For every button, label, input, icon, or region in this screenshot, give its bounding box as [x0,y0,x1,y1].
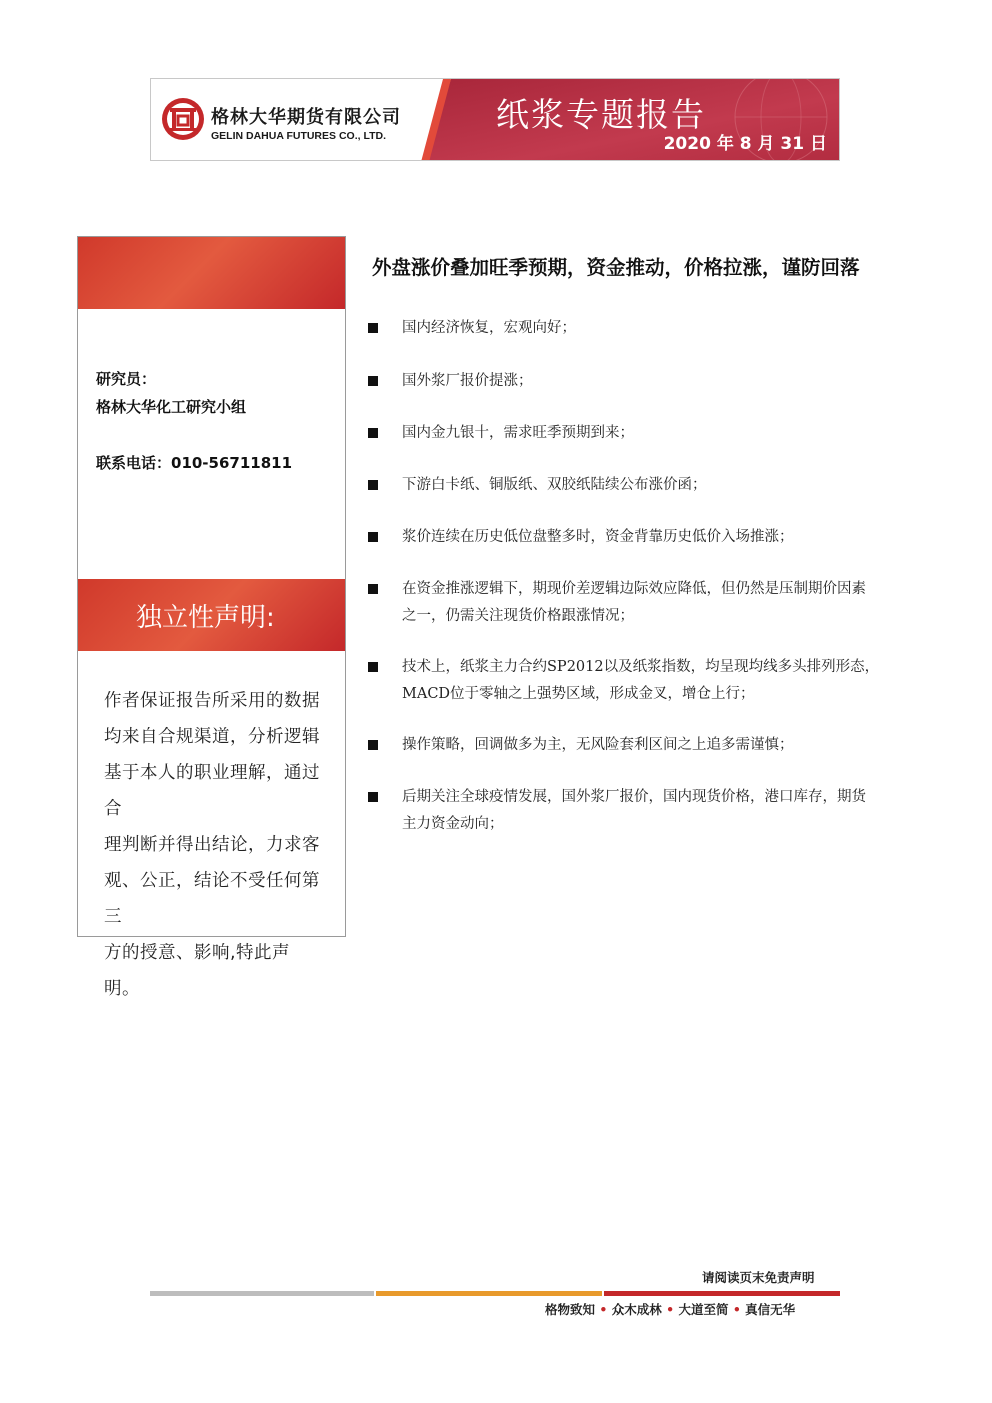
list-item-text: 国内经济恢复，宏观向好； [402,320,576,336]
statement-header [78,579,345,651]
slogan-item: 大道至简 [678,1302,729,1317]
square-bullet-icon [368,792,378,802]
footer-slogan [545,1300,795,1318]
statement-text [104,683,326,1007]
company-name-cn: 格林大华期货有限公司 [211,107,401,128]
statement-line: 方的授意、影响,特此声明。 [104,943,291,999]
list-item-text: 主力资金动向； [402,816,504,832]
list-item-text: 在资金推涨逻辑下，期现价差逻辑边际效应降低，但仍然是压制期价因素 [402,581,866,597]
list-item-text: 国内金九银十，需求旺季预期到来； [402,425,634,441]
footer-bar-red [604,1291,840,1296]
disclaimer-note: 请阅读页末免责声明 [702,1270,815,1285]
square-bullet-icon [368,740,378,750]
square-bullet-icon [368,532,378,542]
analyst-team: 格林大华化工研究小组 [96,398,247,416]
list-item-text: 下游白卡纸、铜版纸、双胶纸陆续公布涨价函； [402,477,707,493]
list-item-text: 后期关注全球疫情发展，国外浆厂报价，国内现货价格，港口库存，期货 [402,789,866,805]
bullet-dot-icon: • [599,1302,612,1317]
bullet-dot-icon: • [732,1302,746,1317]
slogan-item: 真信无华 [745,1302,796,1317]
square-bullet-icon [368,428,378,438]
company-logo-icon [161,97,205,141]
sidebar-top-band [78,237,345,309]
list-item-text: 技术上，纸浆主力合约SP2012以及纸浆指数，均呈现均线多头排列形态， [402,659,880,675]
footer-bar-orange [376,1291,602,1296]
square-bullet-icon [368,323,378,333]
contact-phone: 联系电话：010-56711811 [96,454,293,472]
logo-area [151,79,451,161]
statement-line: 观、公正，结论不受任何第三 [104,871,320,927]
statement-line: 理判断并得出结论，力求客 [104,835,320,855]
company-name-en: GELIN DAHUA FUTURES CO., LTD. [211,130,386,142]
list-item-text: 操作策略，回调做多为主，无风险套利区间之上追多需谨慎； [402,737,794,753]
bullet-dot-icon: • [666,1302,679,1317]
square-bullet-icon [368,662,378,672]
spacer [96,421,292,449]
report-date: 2020 年 8 月 31 日 [663,134,827,154]
statement-line: 均来自合规渠道，分析逻辑 [104,727,320,747]
analyst-info [96,365,292,477]
list-item-text: 之一，仍需关注现货价格跟涨情况； [402,608,634,624]
statement-line: 作者保证报告所采用的数据 [104,691,320,711]
square-bullet-icon [368,480,378,490]
footer-bar-gray [150,1291,374,1296]
report-title: 纸浆专题报告 [496,95,706,134]
statement-line: 基于本人的职业理解，通过合 [104,763,320,819]
list-item-text: 浆价连续在历史低位盘整多时，资金背靠历史低价入场推涨； [402,529,794,545]
report-header [150,78,840,161]
square-bullet-icon [368,376,378,386]
square-bullet-icon [368,584,378,594]
main-title: 外盘涨价叠加旺季预期，资金推动，价格拉涨，谨防回落 [372,256,860,279]
slogan-item: 众木成林 [611,1302,662,1317]
statement-title: 独立性声明: [136,603,275,633]
analyst-label: 研究员： [96,370,157,388]
sidebar [77,236,346,999]
list-item-text: MACD位于零轴之上强势区域，形成金叉，增仓上行； [402,686,755,702]
slogan-item: 格物致知 [545,1302,596,1317]
list-item-text: 国外浆厂报价提涨； [402,373,533,389]
